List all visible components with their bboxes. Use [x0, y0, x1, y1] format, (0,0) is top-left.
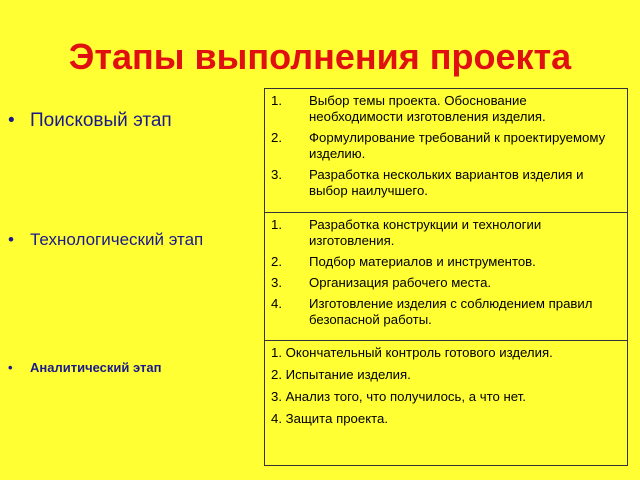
- list-item: 3. Анализ того, что получилось, а что нет.: [271, 389, 526, 404]
- item-text: Разработка конструкции и технологии изготовления.: [309, 217, 542, 248]
- list-item: [271, 296, 621, 328]
- stage-technological: [8, 230, 203, 250]
- item-text: Организация рабочего места.: [309, 275, 492, 290]
- item-number: 2.: [271, 254, 282, 269]
- slide-title: Этапы выполнения проекта: [68, 36, 572, 77]
- item-number: 2.: [271, 130, 282, 145]
- list-item: [271, 93, 621, 125]
- list-item: 4. Защита проекта.: [271, 411, 389, 426]
- stage-label: Поисковый этап: [30, 110, 172, 131]
- item-text: Формулирование требований к проектируемому изделию.: [309, 130, 606, 161]
- stage-label: Технологический этап: [30, 230, 204, 249]
- item-number: 1.: [271, 93, 282, 108]
- bullet: •: [8, 110, 15, 131]
- item-number: 3.: [271, 275, 282, 290]
- table-cell-search: [265, 89, 627, 213]
- list-item: 1. Окончательный контроль готового изделия.: [271, 345, 553, 360]
- item-text: Подбор материалов и инструментов.: [309, 254, 536, 269]
- list-item: [271, 130, 621, 162]
- table-cell-analytical: [265, 341, 627, 465]
- list-item: [271, 167, 621, 199]
- item-number: 4.: [271, 296, 282, 311]
- item-text: Изготовление изделия с соблюдением правил безопасной работы.: [309, 296, 593, 327]
- stages-table: [264, 88, 628, 466]
- stage-analytical: [8, 360, 161, 375]
- item-number: 1.: [271, 217, 282, 232]
- stage-search: [8, 110, 172, 132]
- bullet: •: [8, 360, 13, 375]
- list-item: [271, 254, 621, 270]
- list-item: [271, 217, 621, 249]
- list-item: [271, 275, 621, 291]
- table-cell-technological: [265, 213, 627, 341]
- list-item: 2. Испытание изделия.: [271, 367, 411, 382]
- item-text: Разработка нескольких вариантов изделия и выбор наилучшего.: [309, 167, 584, 198]
- item-text: Выбор темы проекта. Обоснование необходимости изготовления изделия.: [309, 93, 546, 124]
- stage-label: Аналитический этап: [30, 360, 162, 375]
- bullet: •: [8, 230, 14, 249]
- item-number: 3.: [271, 167, 282, 182]
